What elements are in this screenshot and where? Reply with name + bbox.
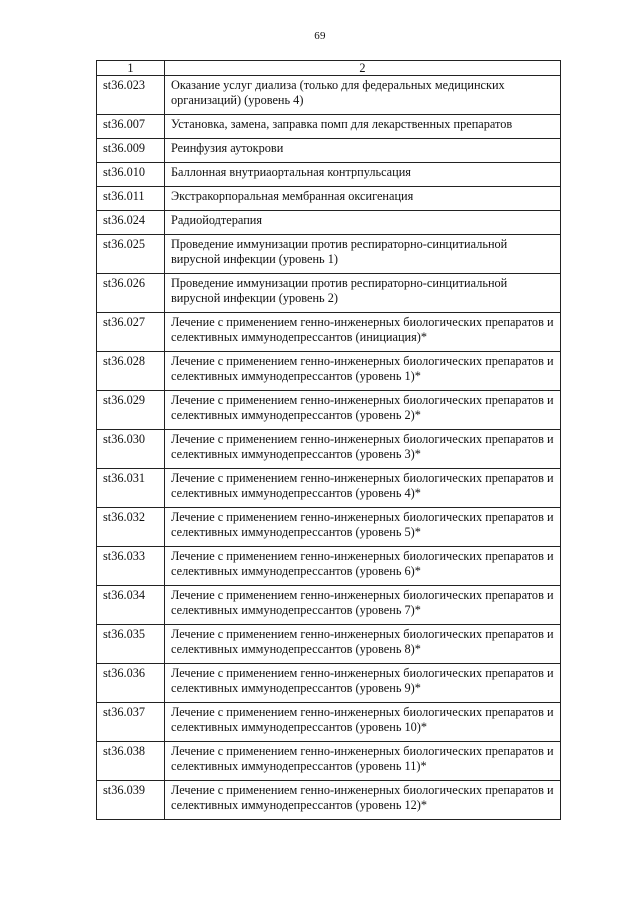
row-name: Лечение с применением генно-инженерных биологических препаратов и селективных иммунодепрессантов (уровень 7)*	[165, 586, 561, 625]
page-number: 69	[314, 30, 326, 42]
row-name: Лечение с применением генно-инженерных биологических препаратов и селективных иммунодепрессантов (уровень 5)*	[165, 508, 561, 547]
row-code: st36.029	[97, 391, 165, 430]
row-code: st36.032	[97, 508, 165, 547]
row-code: st36.010	[97, 163, 165, 187]
codes-table	[96, 60, 561, 820]
row-code: st36.009	[97, 139, 165, 163]
row-code: st36.025	[97, 235, 165, 274]
row-name: Лечение с применением генно-инженерных биологических препаратов и селективных иммунодепрессантов (уровень 8)*	[165, 625, 561, 664]
row-name: Радиойодтерапия	[165, 211, 561, 235]
row-code: st36.039	[97, 781, 165, 820]
table-row	[97, 586, 561, 625]
row-code: st36.007	[97, 115, 165, 139]
row-code: st36.034	[97, 586, 165, 625]
table-row	[97, 391, 561, 430]
row-code: st36.030	[97, 430, 165, 469]
table-row	[97, 781, 561, 820]
row-code: st36.027	[97, 313, 165, 352]
row-code: st36.035	[97, 625, 165, 664]
table-row	[97, 313, 561, 352]
row-name: Лечение с применением генно-инженерных биологических препаратов и селективных иммунодепрессантов (уровень 12)*	[165, 781, 561, 820]
column-header-1: 1	[97, 61, 165, 76]
table-row	[97, 742, 561, 781]
table-row	[97, 469, 561, 508]
table-row	[97, 187, 561, 211]
table-row	[97, 274, 561, 313]
row-name: Лечение с применением генно-инженерных биологических препаратов и селективных иммунодепрессантов (уровень 4)*	[165, 469, 561, 508]
table-row	[97, 547, 561, 586]
table-row	[97, 664, 561, 703]
row-code: st36.026	[97, 274, 165, 313]
row-name: Оказание услуг диализа (только для федеральных медицинских организаций) (уровень 4)	[165, 76, 561, 115]
row-name: Лечение с применением генно-инженерных биологических препаратов и селективных иммунодепрессантов (уровень 11)*	[165, 742, 561, 781]
row-code: st36.031	[97, 469, 165, 508]
table-row	[97, 625, 561, 664]
column-header-2: 2	[165, 61, 561, 76]
row-code: st36.038	[97, 742, 165, 781]
table-row	[97, 211, 561, 235]
row-code: st36.028	[97, 352, 165, 391]
row-name: Лечение с применением генно-инженерных биологических препаратов и селективных иммунодепрессантов (уровень 2)*	[165, 391, 561, 430]
table-row	[97, 703, 561, 742]
table-row	[97, 352, 561, 391]
row-name: Лечение с применением генно-инженерных биологических препаратов и селективных иммунодепрессантов (уровень 1)*	[165, 352, 561, 391]
row-name: Проведение иммунизации против респираторно-синцитиальной вирусной инфекции (уровень 2)	[165, 274, 561, 313]
table-row	[97, 76, 561, 115]
table-row	[97, 430, 561, 469]
row-code: st36.024	[97, 211, 165, 235]
row-name: Лечение с применением генно-инженерных биологических препаратов и селективных иммунодепрессантов (уровень 6)*	[165, 547, 561, 586]
row-code: st36.037	[97, 703, 165, 742]
table-row	[97, 163, 561, 187]
row-name: Лечение с применением генно-инженерных биологических препаратов и селективных иммунодепрессантов (уровень 9)*	[165, 664, 561, 703]
row-name: Экстракорпоральная мембранная оксигенация	[165, 187, 561, 211]
row-name: Проведение иммунизации против респираторно-синцитиальной вирусной инфекции (уровень 1)	[165, 235, 561, 274]
row-name: Лечение с применением генно-инженерных биологических препаратов и селективных иммунодепрессантов (уровень 3)*	[165, 430, 561, 469]
row-name: Лечение с применением генно-инженерных биологических препаратов и селективных иммунодепрессантов (инициация)*	[165, 313, 561, 352]
row-name: Реинфузия аутокрови	[165, 139, 561, 163]
row-name: Баллонная внутриаортальная контрпульсация	[165, 163, 561, 187]
table-row	[97, 508, 561, 547]
row-code: st36.011	[97, 187, 165, 211]
row-name: Установка, замена, заправка помп для лекарственных препаратов	[165, 115, 561, 139]
table-row	[97, 139, 561, 163]
table-row	[97, 115, 561, 139]
table-header-row	[97, 61, 561, 76]
row-code: st36.036	[97, 664, 165, 703]
table-row	[97, 235, 561, 274]
row-code: st36.023	[97, 76, 165, 115]
row-code: st36.033	[97, 547, 165, 586]
row-name: Лечение с применением генно-инженерных биологических препаратов и селективных иммунодепрессантов (уровень 10)*	[165, 703, 561, 742]
